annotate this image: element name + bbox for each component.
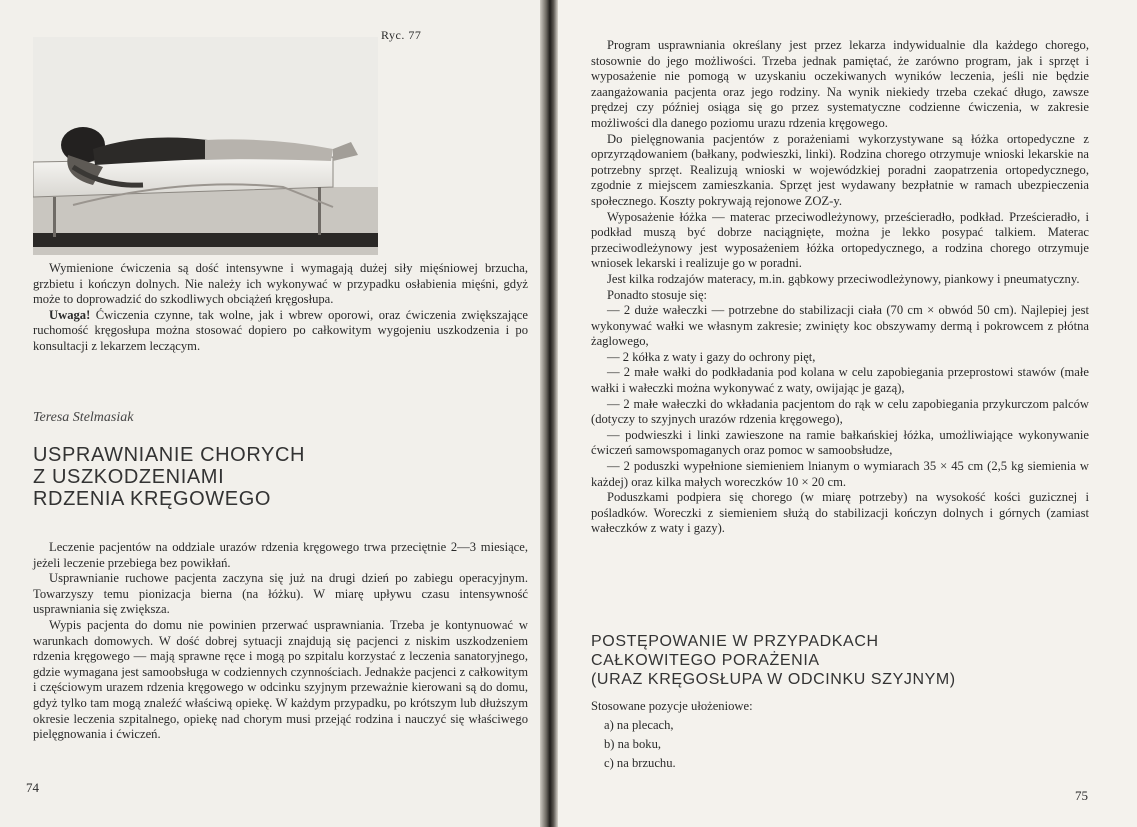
chapter-title: USPRAWNIANIE CHORYCH Z USZKODZENIAMI RDZENIA KRĘGOWEGO: [33, 444, 306, 510]
paragraph: Poduszkami podpiera się chorego (w miarę potrzeby) na wysokość kości guzicznej i pośladków. Woreczki z siemieniem służą do stabilizacji kończyn dolnych i górnych (zamiast wałeczków z waty i gazy).: [591, 490, 1089, 536]
list-entry: — 2 duże wałeczki — potrzebne do stabilizacji ciała (70 cm × obwód 50 cm). Najlepiej jest wykonywać wałki we własnym zakresie; zwinięty koc obszywamy dermą i pokrowcem z płótna żaglowego,: [591, 303, 1089, 349]
positions-intro: Stosowane pozycje ułożeniowe:: [591, 699, 753, 713]
page-number: 74: [26, 780, 39, 795]
list-item: a) na plecach,: [604, 718, 674, 732]
paragraph: Jest kilka rodzajów materacy, m.in. gąbkowy przeciwodleżynowy, piankowy i pneumatyczny.: [607, 271, 1080, 286]
note-label: Uwaga!: [49, 307, 91, 322]
page-number: 75: [1075, 788, 1088, 803]
paragraph: Wymienione ćwiczenia są dość intensywne i wymagają dużej siły mięśniowej brzucha, grzbietu i kończyn dolnych. Nie należy ich wykonywać w przypadku osłabienia mięśni, gdyż może to doprowadzić do szkodliwych obciążeń kręgosłupa.: [33, 261, 528, 307]
paragraph: Program usprawniania określany jest przez lekarza indywidualnie dla każdego chorego, stosownie do jego możliwości. Trzeba jednak pamiętać, że zarówno program, jak i sprzęt i wyposażenie nie pomogą w uzyskaniu oczekiwanych wyników leczenia, jeśli nie będzie zaangażowania pacjenta oraz jego rodziny. Na wynik niekiedy trzeba czekać długo, zawsze prędzej czy później osiąga się go przez systematyczne codzienne ćwiczenia, w zakresie możliwości dla danego poziomu urazu rdzenia kręgowego.: [591, 38, 1089, 130]
intro-text: [33, 261, 528, 355]
section-title: POSTĘPOWANIE W PRZYPADKACH CAŁKOWITEGO PORAŻENIA (URAZ KRĘGOSŁUPA W ODCINKU SZYJNYM): [591, 633, 956, 688]
figure-label: Ryc. 77: [381, 28, 422, 42]
list-entry: — 2 małe wałeczki do wkładania pacjentom do rąk w celu zapobiegania przykurczom palców (dotyczy to szyjnych urazów rdzenia kręgowego),: [591, 396, 1089, 427]
list-item: c) na brzuchu.: [604, 756, 676, 770]
right-body: [591, 38, 1089, 537]
exercise-photo: [33, 37, 378, 255]
paragraph: Do pielęgnowania pacjentów z porażeniami wykorzystywane są łóżka ortopedyczne z oprzyrządowaniem (bałkany, podwieszki, linki). Rodzina chorego otrzymuje wnioski lekarskie na potrzebny sprzęt. Realizują wnioski w wojewódzkiej poradni zaopatrzenia ortopedycznego, zgodnie z miejscem zamieszkania. Sprzęt jest wydawany bezpłatnie w ramach ubezpieczenia społecznego. Koszty pokrywają rejonowe ZOZ-y.: [591, 131, 1089, 208]
right-page: [558, 0, 1137, 827]
author-name: Teresa Stelmasiak: [33, 410, 134, 425]
list-entry: — 2 poduszki wypełnione siemieniem lnianym o wymiarach 35 × 45 cm (2,5 kg siemienia w każdej) oraz kilka małych woreczków 10 × 20 cm.: [591, 459, 1089, 489]
list-entry: — 2 małe wałki do podkładania pod kolana w celu zapobiegania przeprostowi stawów (małe wałki i wałeczki można wykonywać z waty, owijając je gazą),: [591, 365, 1089, 396]
paragraph: Wypis pacjenta do domu nie powinien przerwać usprawniania. Trzeba je kontynuować w warunkach domowych. W dość dobrej sytuacji znajdują się pacjenci z niskim uszkodzeniem rdzenia kręgowego — mają sprawne ręce i mogą po szpitalu korzystać z leczenia sanatoryjnego, gdzie wymagana jest samoobsługa w codziennych czynnościach. Jednakże pacjenci z całkowitym i częściowym urazem rdzenia kręgowego w odcinku szyjnym przeważnie kierowani są do domu, gdyż tylko tam mogą znaleźć właściwą opiekę. W każdym przypadku, po krótszym lub dłuższym okresie leczenia szpitalnego, opiekę nad chorym musi przejąć rodzina i nauczyć się właściwego pielęgnowania i ćwiczeń.: [33, 617, 528, 742]
list-item: b) na boku,: [604, 737, 662, 751]
paragraph: Ponadto stosuje się:: [607, 287, 708, 302]
list-entry: — podwieszki i linki zawieszone na ramie bałkańskiej łóżka, umożliwiające wykonywanie ćwiczeń samowspomaganych oraz pomoc w samoobsłudze,: [591, 427, 1089, 458]
left-page: [0, 0, 540, 827]
paragraph: Wyposażenie łóżka — materac przeciwodleżynowy, prześcieradło, podkład. Prześcieradło, i podkład muszą być dobrze naciągnięte, można je lekko posypać talkiem. Materac przeciwodleżynowy jest wyposażeniem łóżka ortopedycznego, a rodzina chorego otrzymuje wniosek lekarski i realizuje go w poradni.: [591, 209, 1089, 271]
book-gutter: [540, 0, 558, 827]
list-entry: — 2 kółka z waty i gazy do ochrony pięt,: [607, 349, 816, 364]
paragraph: Usprawnianie ruchowe pacjenta zaczyna się już na drugi dzień po zabiegu operacyjnym. Towarzyszy temu pionizacja bierna (na łóżku). W miarę upływu czasu intensywność usprawniania się zwiększa.: [33, 571, 528, 617]
paragraph: Leczenie pacjentów na oddziale urazów rdzenia kręgowego trwa przeciętnie 2—3 miesiące, jeżeli leczenie przebiega bez powikłań.: [33, 540, 528, 570]
positions-list: [591, 697, 1091, 773]
note-paragraph: Uwaga! Ćwiczenia czynne, tak wolne, jak i wbrew oporowi, oraz ćwiczenia zwiększające ruchomość kręgosłupa można stosować dopiero po całkowitym wygojeniu uszkodzenia i po konsultacji z lekarzem leczącym.: [33, 307, 528, 353]
chapter-body: [33, 540, 528, 743]
